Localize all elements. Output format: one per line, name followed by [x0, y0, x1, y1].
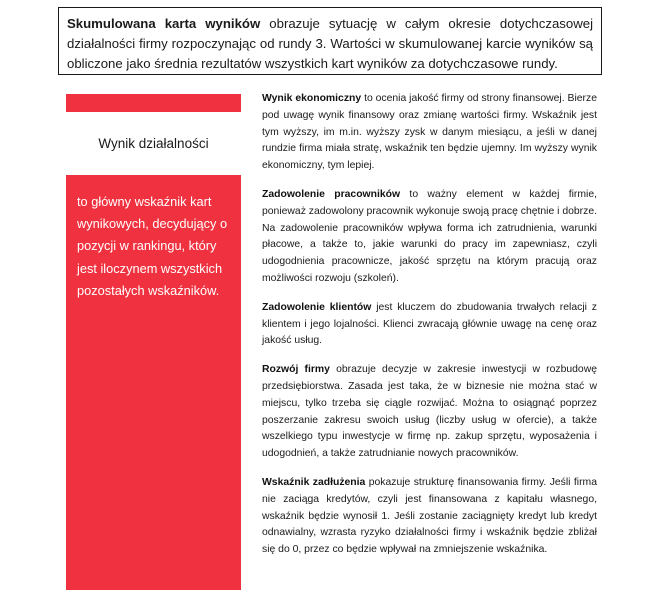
section-text: to ocenia jakość firmy od strony finansowej. Bierze pod uwagę wynik finansowy oraz zmianę wartości firmy. Wskaźnik jest tym wyższy, im m.in. wyższy zysk w danym miesiącu, a jeśli w danej rundzie firma miała stratę, wskaźnik ten będzie ujemny. Im wyższy wynik ekonomiczny, tym lepiej. — [262, 93, 597, 172]
intro-box — [58, 7, 602, 75]
main-content — [262, 91, 597, 571]
sidebar-text: to główny wskaźnik kart wynikowych, decydujący o pozycji w rankingu, który jest iloczynem wszystkich pozostałych wskaźników. — [77, 194, 228, 298]
sidebar-highlight-box — [66, 175, 241, 590]
section-term: Wynik ekonomiczny — [262, 93, 362, 104]
section-term: Rozwój firmy — [262, 364, 330, 376]
intro-lead-term: Skumulowana karta wyników — [67, 16, 261, 31]
section-economic-result — [262, 91, 597, 175]
section-text: jest kluczem do zbudowania trwałych relacji z klientem i jego lojalności. Klienci zwracają głównie uwagę na cenę oraz jakość usług. — [262, 301, 597, 347]
section-employee-satisfaction — [262, 187, 597, 288]
section-text: obrazuje decyzje w zakresie inwestycji w rozbudowę przedsiębiorstwa. Zasada jest taka, że w biznesie nie można stać w miejscu, tylko trzeba się ciągle rozwijać. Można to osiągnąć poprzez poszerzanie zakresu swoich usług (liczby usług w ofercie), a także wszelkiego typu inwestycje w firmę np. zakup sprzętu, wyposażenia i udogodnień, a także zatrudnianie nowych pracowników. — [262, 364, 597, 460]
section-customer-satisfaction — [262, 300, 597, 350]
section-debt-ratio — [262, 475, 597, 559]
sidebar-top-bar — [66, 94, 241, 112]
section-text: to ważny element w każdej firmie, ponieważ zadowolony pracownik wykonuje swoją pracę chętnie i dobrze. Na zadowolenie pracowników wpływa forma ich zatrudnienia, warunki płacowe, a także to, jakie warunki do pracy im zapewniasz, czyli udogodnienia pracownicze, jakość sprzętu na którym pracują oraz możliwości rozwoju (szkoleń). — [262, 188, 598, 284]
section-term: Zadowolenie pracowników — [262, 188, 401, 200]
sidebar-heading: Wynik działalności — [98, 136, 209, 151]
intro-text: obrazuje sytuację w całym okresie dotychczasowej działalności firmy rozpoczynając od rundy 3. Wartości w skumulowanej karcie wyników są obliczone jako średnia rezultatów wszystkich kart wyników za dotychczasowe rundy. — [67, 16, 593, 71]
section-term: Zadowolenie klientów — [262, 301, 372, 313]
section-company-development — [262, 362, 597, 463]
section-term: Wskaźnik zadłużenia — [262, 476, 366, 488]
section-text: pokazuje strukturę finansowania firmy. Jeśli firma nie zaciąga kredytów, czyli jest finansowana z kapitału własnego, wskaźnik będzie wynosił 1. Jeśli zostanie zaciągnięty kredyt lub kredyt odnawialny, wzrasta ryzyko działalności firmy i wskaźnik będzie zbliżał się do 0, przez co będzie wpływał na zmniejszenie wskaźnika. — [262, 476, 597, 556]
